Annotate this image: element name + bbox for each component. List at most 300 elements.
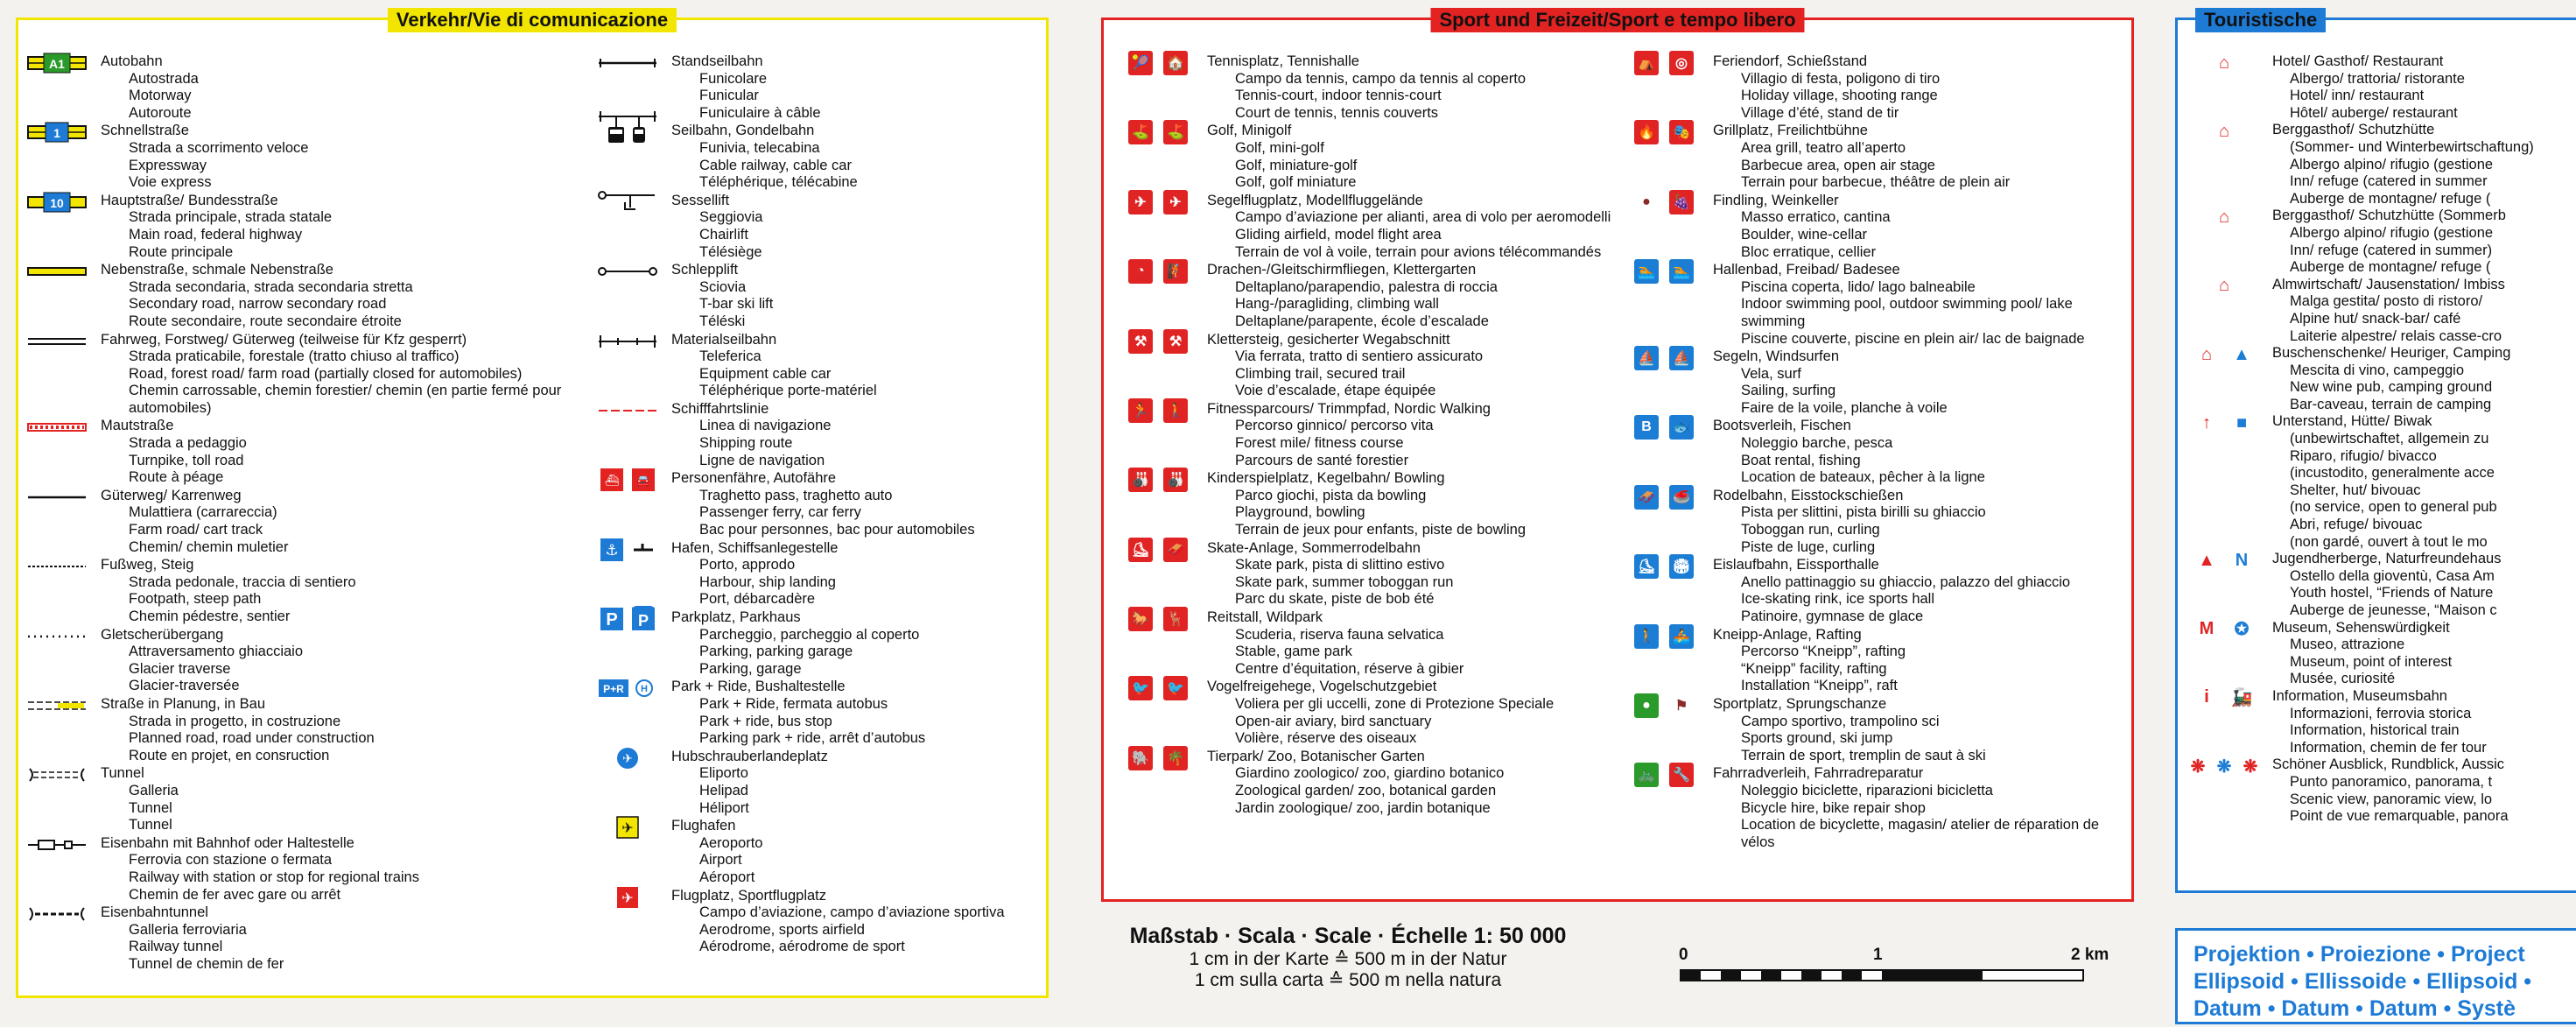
legend-entry-text bbox=[2272, 345, 2576, 413]
legend-entry-translation: Giardino zoologico/ zoo, giardino botanico bbox=[1235, 765, 1505, 782]
legend-entry-translation: Strada pedonale, traccia di sentiero bbox=[129, 573, 356, 590]
legend-entry-translation: Vela, surf bbox=[1741, 365, 1801, 382]
legend-entry-text bbox=[1207, 470, 1627, 538]
legend-entry-translation: Chemin/ chemin muletier bbox=[129, 538, 289, 555]
legend-entry-translation: Footpath, steep path bbox=[129, 591, 262, 608]
legend-entry-straße-in-planung-in-bau bbox=[25, 696, 572, 764]
legend-entry-translation: Porto, approdo bbox=[699, 557, 796, 573]
eisenbahn-icon bbox=[25, 835, 88, 855]
legend-entry-label: Fahrradverleih, Fahrradreparatur bbox=[1713, 765, 1924, 782]
legend-entry-label: Kinderspielplatz, Kegelbahn/ Bowling bbox=[1207, 470, 1445, 487]
legend-entry-translation: Piste de luge, curling bbox=[1741, 538, 1876, 555]
legend-entry-translation: Voie express bbox=[129, 174, 212, 191]
legend-entry-label: Bootsverleih, Fischen bbox=[1713, 418, 1851, 434]
legend-entry-label: Tunnel bbox=[101, 765, 144, 782]
legend-entry-translation: Boulder, wine-cellar bbox=[1741, 226, 1867, 243]
sport-right-column bbox=[1629, 53, 2132, 852]
legend-entry-translation: Terrain pour barbecue, théâtre de plein air bbox=[1741, 174, 2011, 191]
legend-entry-translation: Campo sportivo, trampolino sci bbox=[1741, 713, 1940, 729]
legend-entry-translation: Motorway bbox=[129, 88, 192, 104]
legend-entry-translation: Albergo/ trattoria/ ristorante bbox=[2290, 70, 2465, 87]
legend-entry-label: Güterweg/ Karrenweg bbox=[101, 487, 242, 503]
gletscherweg-icon bbox=[25, 627, 88, 646]
legend-entry-translation: Teleferica bbox=[699, 348, 762, 365]
traffic-legend-title: Verkehr/Vie di comunicazione bbox=[388, 8, 677, 32]
legend-entry-label: Museum, Sehenswürdigkeit bbox=[2272, 619, 2450, 636]
tunnel-icon bbox=[25, 765, 88, 784]
tennisplatz-tennishalle-glyph-1-icon: 🏠 bbox=[1163, 51, 1188, 75]
legend-entry-label: Fahrweg, Forstweg/ Güterweg (teilweise für Kfz gesperrt) bbox=[101, 331, 467, 348]
legend-entry-translation: Traghetto pass, traghetto auto bbox=[699, 487, 893, 503]
legend-entry-text bbox=[2272, 551, 2576, 619]
legend-entry-translation: Gliding airfield, model flight area bbox=[1235, 226, 1442, 243]
legend-entry-feriendorf-schießstand bbox=[1629, 53, 2132, 122]
schöner-ausblick-rundblick-aussic-glyph-2-icon: ❋ bbox=[2243, 756, 2258, 777]
legend-entry-drachen-gleitschirmfliegen-klettergarten bbox=[1123, 262, 1648, 330]
skate-anlage-sommerrodelbahn-glyph-1-icon: 🛷 bbox=[1163, 538, 1188, 562]
legend-entry-translation: Road, forest road/ farm road (partially closed for automobiles) bbox=[129, 365, 523, 382]
feriendorf-schießstand-icon bbox=[1629, 53, 1699, 73]
legend-entry-materialseilbahn bbox=[596, 332, 1042, 400]
legend-entry-label: Sportplatz, Sprungschanze bbox=[1713, 695, 1887, 712]
legend-entry-flughafen bbox=[596, 818, 1042, 886]
forstweg-icon bbox=[25, 332, 88, 351]
park-ride-icon bbox=[596, 679, 659, 698]
segelflugplatz-modellfluggelände-icon bbox=[1123, 193, 1193, 212]
legend-entry-translation: Secondary road, narrow secondary road bbox=[129, 296, 387, 313]
legend-entry-translation: Passenger ferry, car ferry bbox=[699, 504, 861, 521]
legend-entry-translation: Voliera per gli uccelli, zone di Protezione Speciale bbox=[1235, 695, 1555, 712]
legend-entry-translation: Playground, bowling bbox=[1235, 504, 1365, 521]
legend-entry-translation: Skate park, pista di slittino estivo bbox=[1235, 557, 1445, 573]
legend-entry-label: Materialseilbahn bbox=[671, 331, 777, 348]
golf-minigolf-icon bbox=[1123, 123, 1193, 142]
legend-entry-label: Hauptstraße/ Bundesstraße bbox=[101, 192, 278, 208]
vogelfreigehege-vogelschutzgebiet-glyph-0-icon: 🐦 bbox=[1128, 676, 1153, 700]
legend-entry-translation: Airport bbox=[699, 852, 742, 869]
sportplatz-sprungschanze-glyph-1-icon: ⚑ bbox=[1674, 698, 1688, 714]
legend-entry-translation: Museo, attrazione bbox=[2290, 637, 2405, 653]
klettersteig-gesicherter-wegabschnitt-icon bbox=[1123, 332, 1193, 351]
legend-entry-translation: Location de bicyclette, magasin/ atelier de réparation de vélos bbox=[1741, 817, 2100, 850]
legend-entry-translation: Toboggan run, curling bbox=[1741, 522, 1880, 538]
legend-entry-hotel-gasthof-restaurant bbox=[2185, 53, 2576, 122]
segeln-windsurfen-glyph-1-icon: ⛵ bbox=[1669, 346, 1694, 370]
skate-anlage-sommerrodelbahn-glyph-0-icon: ⛸ bbox=[1128, 538, 1153, 562]
almwirtschaft-jausenstation-imbiss-icon bbox=[2185, 277, 2264, 296]
legend-entry-translation: Installation “Kneipp”, raft bbox=[1741, 678, 1898, 694]
fitnessparcours-trimmpfad-nordic-walking-glyph-1-icon: 🚶 bbox=[1163, 398, 1188, 423]
legend-entry-text bbox=[1713, 627, 2124, 695]
legend-entry-translation: Piscine couverte, piscine en plein air/ lac de baignade bbox=[1741, 330, 2085, 347]
legend-entry-translation: Voie d’escalade, étape équipée bbox=[1235, 383, 1436, 399]
legend-entry-translation: Parcheggio, parcheggio al coperto bbox=[699, 626, 920, 643]
legend-entry-unterstand-hütte-biwak bbox=[2185, 413, 2576, 551]
legend-entry-berggasthof-schutzhütte-sommerb bbox=[2185, 208, 2576, 276]
legend-entry-findling-weinkeller bbox=[1629, 193, 2132, 261]
svg-text:P: P bbox=[637, 612, 649, 630]
legend-entry-label: Sessellift bbox=[671, 192, 730, 208]
fahrradverleih-fahrradreparatur-glyph-1-icon: 🔧 bbox=[1669, 763, 1694, 787]
nebenstrasse-icon bbox=[25, 262, 88, 281]
reitstall-wildpark-glyph-0-icon: 🐎 bbox=[1128, 607, 1153, 631]
legend-entry-translation: Shipping route bbox=[699, 435, 793, 452]
legend-entry-text bbox=[101, 193, 565, 261]
almwirtschaft-jausenstation-imbiss-glyph-0-icon: ⌂ bbox=[2218, 276, 2230, 296]
legend-entry-translation: Strada secondaria, strada secondaria stretta bbox=[129, 278, 413, 295]
eislaufbahn-eissporthalle-icon bbox=[1629, 557, 1699, 576]
vogelfreigehege-vogelschutzgebiet-icon bbox=[1123, 679, 1193, 698]
legend-entry-text bbox=[1207, 332, 1627, 400]
jugendherberge-naturfreundehaus-glyph-0-icon: ▲ bbox=[2198, 550, 2215, 570]
scale-line-1: 1 cm in der Karte ≙ 500 m in der Natur bbox=[1189, 949, 1507, 969]
schlepplift-icon bbox=[596, 262, 659, 281]
legend-entry-label: Straße in Planung, in Bau bbox=[101, 695, 266, 712]
legend-entry-translation: Boat rental, fishing bbox=[1741, 452, 1861, 468]
legend-entry-translation: Equipment cable car bbox=[699, 365, 832, 382]
legend-entry-text bbox=[101, 123, 565, 191]
drachen-gleitschirmfliegen-klettergarten-icon bbox=[1123, 262, 1193, 281]
legend-entry-text bbox=[1713, 557, 2124, 625]
legend-entry-translation: Hang-/paragliding, climbing wall bbox=[1235, 296, 1439, 313]
legend-entry-translation: Percorso ginnico/ percorso vita bbox=[1235, 418, 1434, 434]
legend-entry-text bbox=[2272, 688, 2576, 756]
legend-entry-text bbox=[1713, 765, 2124, 851]
legend-entry-text bbox=[1713, 696, 2124, 764]
sport-legend-panel bbox=[1101, 9, 2134, 902]
rodelbahn-eisstockschießen-glyph-0-icon: 🛷 bbox=[1634, 485, 1659, 510]
legend-entry-text bbox=[101, 262, 565, 330]
legend-entry-eisenbahntunnel bbox=[25, 904, 572, 973]
legend-entry-translation: New wine pub, camping ground bbox=[2290, 379, 2493, 396]
findling-weinkeller-glyph-1-icon: 🍇 bbox=[1669, 190, 1694, 215]
legend-entry-schöner-ausblick-rundblick-aussic bbox=[2185, 756, 2576, 825]
legend-entry-text bbox=[2272, 413, 2576, 551]
legend-entry-vogelfreigehege-vogelschutzgebiet bbox=[1123, 679, 1648, 747]
legend-entry-translation: Seggiovia bbox=[699, 209, 763, 226]
legend-entry-translation: Scuderia, riserva fauna selvatica bbox=[1235, 626, 1444, 643]
legend-entry-text bbox=[1207, 749, 1627, 817]
legend-entry-translation: Villagio di festa, poligono di tiro bbox=[1741, 70, 1941, 87]
legend-entry-text bbox=[671, 123, 1021, 191]
legend-entry-translation: Punto panoramico, panorama, t bbox=[2290, 773, 2493, 790]
legend-entry-translation: Skate park, summer toboggan run bbox=[1235, 573, 1454, 590]
legend-entry-translation: “Kneipp” facility, rafting bbox=[1741, 660, 1887, 677]
segelflugplatz-modellfluggelände-glyph-0-icon: ✈ bbox=[1128, 190, 1153, 215]
legend-entry-translation: Sciovia bbox=[699, 278, 747, 295]
legend-entry-translation: Auberge de jeunesse, “Maison c bbox=[2290, 602, 2497, 618]
unterstand-hütte-biwak-icon bbox=[2185, 413, 2264, 433]
legend-entry-label: Jugendherberge, Naturfreundehaus bbox=[2272, 551, 2502, 567]
legend-entry-translation: Route à péage bbox=[129, 469, 224, 486]
legend-entry-hauptstraße-bundesstraße bbox=[25, 193, 572, 261]
legend-entry-text bbox=[671, 679, 1021, 747]
legend-entry-text bbox=[2272, 208, 2576, 276]
legend-entry-label: Berggasthof/ Schutzhütte (Sommerb bbox=[2272, 208, 2506, 224]
legend-entry-eislaufbahn-eissporthalle bbox=[1629, 557, 2132, 625]
svg-text:⚓: ⚓ bbox=[605, 541, 619, 559]
legend-entry-seilbahn-gondelbahn bbox=[596, 123, 1042, 191]
legend-entry-label: Fitnessparcours/ Trimmpfad, Nordic Walking bbox=[1207, 400, 1491, 417]
legend-entry-fußweg-steig bbox=[25, 557, 572, 625]
legend-entry-translation: Funicular bbox=[699, 88, 759, 104]
legend-entry-translation: Noleggio biciclette, riparazioni bicicletta bbox=[1741, 782, 1993, 798]
hallenbad-freibad-badesee-glyph-1-icon: 🏊 bbox=[1669, 259, 1694, 284]
legend-entry-translation: Terrain de sport, tremplin de saut à ski bbox=[1741, 747, 1986, 763]
hafen-icon bbox=[596, 540, 659, 559]
legend-entry-translation: Strada a scorrimento veloce bbox=[129, 139, 309, 156]
legend-entry-label: Standseilbahn bbox=[671, 53, 763, 69]
tierpark-zoo-botanischer-garten-glyph-1-icon: 🌴 bbox=[1163, 746, 1188, 770]
reitstall-wildpark-icon bbox=[1123, 609, 1193, 629]
jugendherberge-naturfreundehaus-icon bbox=[2185, 551, 2264, 570]
kinderspielplatz-kegelbahn-bowling-glyph-1-icon: 🎳 bbox=[1163, 468, 1188, 492]
legend-entry-translation: Pista per slittini, pista birilli su ghiaccio bbox=[1741, 504, 1986, 521]
legend-entry-translation: Railway tunnel bbox=[129, 939, 223, 955]
legend-entry-standseilbahn bbox=[596, 53, 1042, 122]
legend-entry-translation: Parc du skate, piste de bob été bbox=[1235, 591, 1435, 608]
legend-entry-text bbox=[2272, 277, 2576, 345]
legend-entry-segelflugplatz-modellfluggelände bbox=[1123, 193, 1648, 261]
legend-entry-fitnessparcours-trimmpfad-nordic-walking bbox=[1123, 401, 1648, 469]
legend-entry-museum-sehenswürdigkeit bbox=[2185, 620, 2576, 688]
buschenschenke-heuriger-camping-glyph-0-icon: ⌂ bbox=[2200, 344, 2213, 364]
scale-tick-0: 0 bbox=[1679, 946, 1688, 964]
flughafen-icon bbox=[596, 818, 659, 837]
legend-entry-text bbox=[101, 904, 565, 973]
kneipp-anlage-rafting-glyph-0-icon: 🚶 bbox=[1634, 624, 1659, 649]
traffic-right-column bbox=[596, 53, 1042, 957]
legend-entry-translation: Sports ground, ski jump bbox=[1741, 730, 1893, 747]
legend-entry-translation: Indoor swimming pool, outdoor swimming pool/ lake swimming bbox=[1741, 296, 2073, 329]
eislaufbahn-eissporthalle-glyph-0-icon: ⛸ bbox=[1634, 554, 1659, 579]
legend-entry-text bbox=[671, 540, 1021, 608]
legend-entry-tierpark-zoo-botanischer-garten bbox=[1123, 749, 1648, 817]
legend-entry-translation: Helipad bbox=[699, 782, 748, 798]
legend-entry-label: Berggasthof/ Schutzhütte bbox=[2272, 122, 2435, 138]
information-museumsbahn-glyph-0-icon: i bbox=[2204, 687, 2209, 707]
legend-entry-label: Eislaufbahn, Eissporthalle bbox=[1713, 557, 1879, 573]
bootsverleih-fischen-glyph-0-icon: B bbox=[1634, 415, 1659, 440]
legend-entry-information-museumsbahn bbox=[2185, 688, 2576, 756]
legend-entry-translation: Hotel/ inn/ restaurant bbox=[2290, 88, 2425, 104]
scale-tick-1: 1 bbox=[1873, 946, 1883, 964]
legend-entry-translation: Route secondaire, route secondaire étroite bbox=[129, 313, 402, 329]
svg-text:10: 10 bbox=[50, 195, 64, 210]
legend-entry-text bbox=[101, 835, 565, 904]
hotel-gasthof-restaurant-glyph-0-icon: ⌂ bbox=[2218, 53, 2230, 73]
feriendorf-schießstand-glyph-0-icon: ⛺ bbox=[1634, 51, 1659, 75]
legend-entry-hafen-schiffsanlegestelle bbox=[596, 540, 1042, 608]
legend-entry-label: Schifffahrtslinie bbox=[671, 400, 769, 417]
legend-entry-translation: Golf, miniature-golf bbox=[1235, 157, 1358, 173]
svg-text:P+R: P+R bbox=[603, 683, 624, 696]
drachen-gleitschirmfliegen-klettergarten-glyph-1-icon: 🧗 bbox=[1163, 259, 1188, 284]
legend-entry-translation: Area grill, teatro all’aperto bbox=[1741, 139, 1906, 156]
legend-entry-label: Eisenbahntunnel bbox=[101, 904, 208, 921]
legend-entry-kinderspielplatz-kegelbahn-bowling bbox=[1123, 470, 1648, 538]
legend-entry-kneipp-anlage-rafting bbox=[1629, 627, 2132, 695]
legend-entry-translation: Campo d’aviazione per alianti, area di volo per aeromodelli bbox=[1235, 209, 1611, 226]
scale-line-2: 1 cm sulla carta ≙ 500 m nella natura bbox=[1194, 970, 1502, 990]
legend-entry-mautstraße bbox=[25, 418, 572, 486]
findling-weinkeller-glyph-0-icon: ● bbox=[1642, 193, 1651, 209]
legend-entry-text bbox=[671, 53, 1021, 122]
schöner-ausblick-rundblick-aussic-icon bbox=[2185, 756, 2264, 776]
legend-entry-translation: Museum, point of interest bbox=[2290, 653, 2453, 670]
legend-entry-translation: Tunnel bbox=[129, 817, 172, 834]
scale-bar bbox=[1679, 946, 2134, 998]
legend-entry-reitstall-wildpark bbox=[1123, 609, 1648, 678]
legend-entry-translation: Strada a pedaggio bbox=[129, 435, 247, 452]
legend-entry-translation: Railway with station or stop for regional trains bbox=[129, 869, 419, 885]
autofaehre-icon bbox=[596, 470, 659, 489]
tourism-column bbox=[2185, 53, 2576, 826]
legend-entry-text bbox=[1207, 679, 1627, 747]
legend-entry-translation: Auberge de montagne/ refuge ( bbox=[2290, 259, 2491, 276]
legend-entry-label: Fußweg, Steig bbox=[101, 557, 194, 573]
legend-entry-translation: Main road, federal highway bbox=[129, 226, 303, 243]
legend-entry-translation: (no service, open to general pub bbox=[2290, 499, 2497, 516]
legend-entry-label: Hubschrauberlandeplatz bbox=[671, 748, 828, 764]
legend-entry-translation: Autoroute bbox=[129, 104, 192, 121]
legend-entry-text bbox=[1713, 418, 2124, 486]
legend-entry-label: Reitstall, Wildpark bbox=[1207, 609, 1323, 625]
legend-entry-translation: Héliport bbox=[699, 799, 749, 816]
legend-entry-translation: Strada principale, strada statale bbox=[129, 209, 333, 226]
legend-entry-label: Kneipp-Anlage, Rafting bbox=[1713, 626, 1862, 643]
legend-entry-translation: Strada praticabile, forestale (tratto chiuso al traffico) bbox=[129, 348, 460, 365]
legend-entry-label: Seilbahn, Gondelbahn bbox=[671, 123, 815, 139]
legend-entry-translation: Bac pour personnes, bac pour automobiles bbox=[699, 522, 975, 538]
berggasthof-schutzhütte-icon bbox=[2185, 122, 2264, 141]
legend-entry-translation: Glacier-traversée bbox=[129, 678, 240, 694]
sessellift-icon bbox=[596, 193, 659, 212]
legend-entry-jugendherberge-naturfreundehaus bbox=[2185, 551, 2576, 619]
information-museumsbahn-glyph-1-icon: 🚂 bbox=[2230, 688, 2253, 708]
legend-entry-label: Vogelfreigehege, Vogelschutzgebiet bbox=[1207, 679, 1437, 695]
legend-entry-translation: Harbour, ship landing bbox=[699, 573, 836, 590]
legend-entry-translation: Stable, game park bbox=[1235, 644, 1352, 660]
legend-entry-text bbox=[1207, 123, 1627, 191]
legend-entry-translation: Planned road, road under construction bbox=[129, 730, 375, 747]
legend-entry-text bbox=[1207, 401, 1627, 469]
standseilbahn-icon bbox=[596, 53, 659, 73]
fussweg-icon bbox=[25, 557, 88, 576]
traffic-legend-panel bbox=[16, 9, 1049, 998]
legend-entry-rodelbahn-eisstockschießen bbox=[1629, 488, 2132, 556]
legend-entry-label: Tennisplatz, Tennishalle bbox=[1207, 53, 1359, 69]
kinderspielplatz-kegelbahn-bowling-glyph-0-icon: 🎳 bbox=[1128, 468, 1153, 492]
legend-entry-translation: Farm road/ cart track bbox=[129, 522, 263, 538]
tennisplatz-tennishalle-icon bbox=[1123, 53, 1193, 73]
legend-entry-hallenbad-freibad-badesee bbox=[1629, 262, 2132, 348]
legend-entry-translation: Aeroporto bbox=[699, 834, 763, 851]
svg-text:P: P bbox=[606, 610, 618, 630]
legend-entry-translation: Laiterie alpestre/ relais casse-cro bbox=[2290, 327, 2502, 344]
legend-entry-label: Flughafen bbox=[671, 818, 736, 834]
legend-entry-label: Eisenbahn mit Bahnhof oder Haltestelle bbox=[101, 834, 354, 851]
legend-entry-nebenstraße-schmale-nebenstraße bbox=[25, 262, 572, 330]
legend-entry-tennisplatz-tennishalle bbox=[1123, 53, 1648, 122]
legend-entry-schnellstraße bbox=[25, 123, 572, 191]
legend-entry-sessellift bbox=[596, 193, 1042, 261]
legend-entry-translation: Terrain de jeux pour enfants, piste de bowling bbox=[1235, 522, 1527, 538]
legend-entry-label: Segelflugplatz, Modellfluggelände bbox=[1207, 192, 1423, 208]
legend-entry-text bbox=[101, 332, 565, 418]
svg-text:H: H bbox=[641, 684, 648, 695]
legend-entry-translation: Information, historical train bbox=[2290, 722, 2460, 739]
legend-entry-translation: Percorso “Kneipp”, rafting bbox=[1741, 644, 1906, 660]
legend-entry-text bbox=[1207, 540, 1627, 608]
legend-entry-label: Grillplatz, Freilichtbühne bbox=[1713, 123, 1868, 139]
mautstrasse-icon bbox=[25, 418, 88, 437]
legend-entry-translation: Zoological garden/ zoo, botanical garden bbox=[1235, 782, 1497, 798]
legend-entry-label: Findling, Weinkeller bbox=[1713, 192, 1839, 208]
legend-entry-translation: Park + Ride, fermata autobus bbox=[699, 695, 888, 712]
legend-entry-text bbox=[1713, 488, 2124, 556]
legend-entry-translation: Climbing trail, secured trail bbox=[1235, 365, 1406, 382]
legend-entry-tunnel bbox=[25, 765, 572, 834]
legend-entry-text bbox=[2272, 122, 2576, 208]
legend-entry-text bbox=[671, 818, 1021, 886]
legend-entry-segeln-windsurfen bbox=[1629, 348, 2132, 417]
legend-entry-label: Hotel/ Gasthof/ Restaurant bbox=[2272, 53, 2444, 69]
legend-entry-label: Rodelbahn, Eisstockschießen bbox=[1713, 487, 1904, 503]
fitnessparcours-trimmpfad-nordic-walking-icon bbox=[1123, 401, 1193, 420]
legend-entry-label: Klettersteig, gesicherter Wegabschnitt bbox=[1207, 331, 1450, 348]
fitnessparcours-trimmpfad-nordic-walking-glyph-0-icon: 🏃 bbox=[1128, 398, 1153, 423]
buschenschenke-heuriger-camping-icon bbox=[2185, 345, 2264, 364]
legend-entry-translation: Campo da tennis, campo da tennis al coperto bbox=[1235, 70, 1527, 87]
legend-entry-translation: Port, débarcadère bbox=[699, 591, 816, 608]
tourism-legend-title: Touristische bbox=[2195, 8, 2326, 32]
legend-entry-label: Personenfähre, Autofähre bbox=[671, 470, 837, 487]
legend-entry-golf-minigolf bbox=[1123, 123, 1648, 191]
legend-entry-translation: Centre d’équitation, réserve à gibier bbox=[1235, 660, 1464, 677]
legend-entry-translation: Court de tennis, tennis couverts bbox=[1235, 104, 1439, 121]
legend-entry-güterweg-karrenweg bbox=[25, 488, 572, 556]
legend-entry-almwirtschaft-jausenstation-imbiss bbox=[2185, 277, 2576, 345]
legend-entry-grillplatz-freilichtbühne bbox=[1629, 123, 2132, 191]
legend-entry-label: Unterstand, Hütte/ Biwak bbox=[2272, 413, 2432, 430]
eislaufbahn-eissporthalle-glyph-1-icon: 🏟 bbox=[1669, 554, 1694, 579]
legend-entry-translation: Chemin carrossable, chemin forestier/ chemin (en partie fermé pour automobiles) bbox=[129, 383, 562, 416]
legend-entry-translation: Mulattiera (carrareccia) bbox=[129, 504, 277, 521]
feriendorf-schießstand-glyph-1-icon: ◎ bbox=[1669, 51, 1694, 75]
legend-entry-bootsverleih-fischen bbox=[1629, 418, 2132, 486]
buschenschenke-heuriger-camping-glyph-1-icon: ▲ bbox=[2233, 344, 2250, 364]
sportplatz-sprungschanze-glyph-0-icon: ● bbox=[1634, 693, 1659, 718]
strasse-in-bau-icon bbox=[25, 696, 88, 715]
legend-entry-translation: Chemin de fer avec gare ou arrêt bbox=[129, 886, 341, 903]
legend-entry-label: Information, Museumsbahn bbox=[2272, 687, 2447, 704]
legend-entry-label: Autobahn bbox=[101, 53, 163, 69]
legend-entry-translation: (unbewirtschaftet, allgemein zu bbox=[2290, 431, 2489, 447]
schöner-ausblick-rundblick-aussic-glyph-1-icon: ❋ bbox=[2216, 756, 2232, 777]
legend-entry-translation: Route principale bbox=[129, 243, 234, 260]
legend-entry-text bbox=[2272, 756, 2576, 825]
rodelbahn-eisstockschießen-icon bbox=[1629, 488, 1699, 507]
legend-entry-translation: Volière, réserve des oiseaux bbox=[1235, 730, 1417, 747]
svg-text:✈: ✈ bbox=[621, 889, 634, 906]
golf-minigolf-glyph-0-icon: ⛳ bbox=[1128, 120, 1153, 144]
legend-entry-translation: Bar-caveau, terrain de camping bbox=[2290, 396, 2492, 412]
legend-entry-text bbox=[671, 332, 1021, 400]
legend-entry-label: Almwirtschaft/ Jausenstation/ Imbiss bbox=[2272, 276, 2505, 292]
karrenweg-icon bbox=[25, 488, 88, 507]
schöner-ausblick-rundblick-aussic-glyph-0-icon: ❋ bbox=[2190, 756, 2206, 777]
